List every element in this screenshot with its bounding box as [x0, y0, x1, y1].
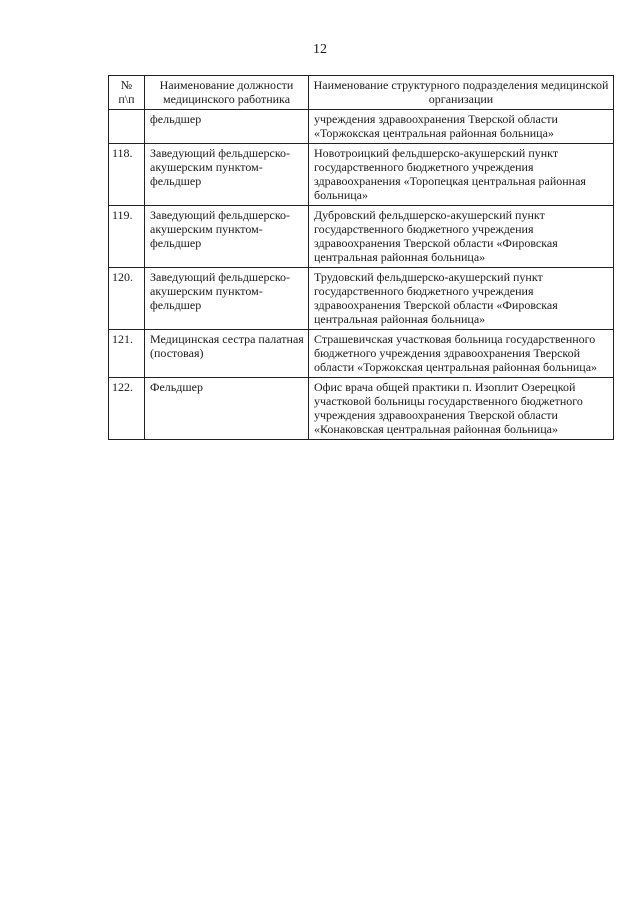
table-row: [109, 110, 614, 144]
row-position: Заведующий фельдшерско-акушерским пунктом-фельдшер: [145, 144, 309, 206]
row-position: фельдшер: [145, 110, 309, 144]
page-number: 12: [313, 42, 327, 57]
table-row: [109, 330, 614, 378]
row-number: 120.: [109, 268, 145, 330]
row-unit: Офис врача общей практики п. Изоплит Озерецкой участковой больницы государственного бюджетного учреждения здравоохранения Тверской области «Конаковская центральная районная больница»: [309, 378, 614, 440]
row-position: Заведующий фельдшерско-акушерским пунктом-фельдшер: [145, 206, 309, 268]
row-position: Заведующий фельдшерско-акушерским пунктом-фельдшер: [145, 268, 309, 330]
table-row: [109, 206, 614, 268]
row-unit: Новотроицкий фельдшерско-акушерский пункт государственного бюджетного учреждения здравоохранения «Торопецкая центральная районная больница»: [309, 144, 614, 206]
staff-positions-table: [108, 75, 614, 440]
row-unit: Трудовский фельдшерско-акушерский пункт государственного бюджетного учреждения здравоохранения Тверской области «Фировская центральная районная больница»: [309, 268, 614, 330]
row-unit: Страшевичская участковая больница государственного бюджетного учреждения здравоохранения Тверской области «Торжокская центральная районная больница»: [309, 330, 614, 378]
row-number: 121.: [109, 330, 145, 378]
table-row: [109, 378, 614, 440]
row-unit: Дубровский фельдшерско-акушерский пункт государственного бюджетного учреждения здравоохранения Тверской области «Фировская центральная районная больница»: [309, 206, 614, 268]
header-number: № п\п: [109, 76, 145, 110]
row-number: 118.: [109, 144, 145, 206]
row-position: Медицинская сестра палатная (постовая): [145, 330, 309, 378]
table-row: [109, 268, 614, 330]
row-number: 122.: [109, 378, 145, 440]
table-row: [109, 144, 614, 206]
row-unit: учреждения здравоохранения Тверской области «Торжокская центральная районная больница»: [309, 110, 614, 144]
header-position: Наименование должности медицинского работника: [145, 76, 309, 110]
table-header-row: [109, 76, 614, 110]
row-number: [109, 110, 145, 144]
row-number: 119.: [109, 206, 145, 268]
row-position: Фельдшер: [145, 378, 309, 440]
header-unit: Наименование структурного подразделения медицинской организации: [309, 76, 614, 110]
